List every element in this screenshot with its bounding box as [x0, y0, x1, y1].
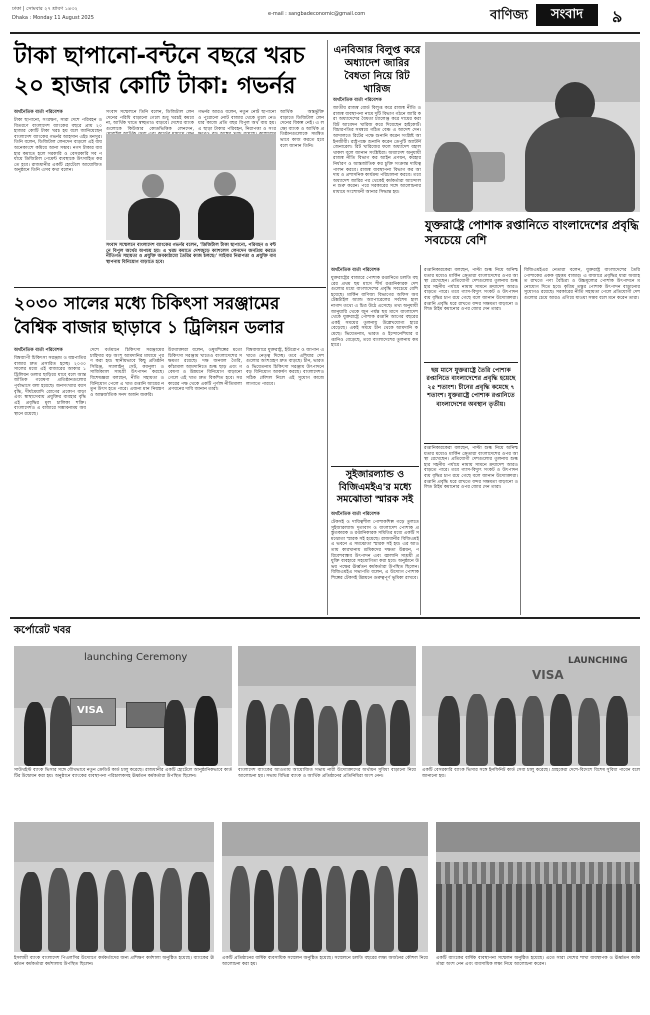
garment-headline: যুক্তরাষ্ট্রে পোশাক রপ্তানিতে বাংলাদেশের প্রবৃদ্ধি সবচেয়ে বেশি [425, 218, 639, 247]
banner-text: LAUNCHING [568, 656, 628, 666]
photo-person-head [214, 172, 236, 196]
photo-person [246, 700, 266, 766]
corporate-photo-6 [436, 822, 640, 952]
corporate-section-title: কর্পোরেট খবর [14, 625, 71, 636]
photo-person [302, 868, 322, 952]
corporate-photo-5 [222, 822, 428, 952]
garment-photo [425, 42, 640, 212]
lead-photo-caption: সংবাদ সম্মেলনে বাংলাদেশ ব্যাংকের গভর্নর বলেন, 'ডিজিটাল টাকা ছাপানো, পরিবহন ও বন্টনে বিপুল অর্থের অপচয় হয়। এ খরচ কমাতে দেশজুড়ে ক্যাশলেস লেনদেন জনপ্রিয় করতে নীতিগত সহায়তা ও প্রযুক্তি অবকাঠামো তৈরির কাজ চলছে।' সাইবার নিরাপত্তা ও প্রযুক্তি ব্যবস্থাপনায় বিনিয়োগ বাড়াতে হবে। [106, 243, 276, 265]
audience [436, 882, 640, 952]
date-bn: ঢাকা | সোমবার ২৭ শ্রাবণ ১৪৩২ [12, 6, 78, 12]
photo-person [466, 694, 488, 766]
corporate-rule [10, 617, 640, 619]
corporate-caption-4: ইসলামী ব্যাংক বাংলাদেশ পিএলসির উদ্যোগে কর্মকর্তাদের জন্য প্রশিক্ষণ কর্মশালা অনুষ্ঠিত হয়েছে। ব্যাংকের ঊর্ধ্বতন কর্মকর্তারা কর্মশালায় উপস্থিত ছিলেন। [14, 956, 214, 967]
photo-person [24, 702, 46, 766]
page-number: ৯ [612, 7, 623, 26]
garment-photo-backdrop [425, 42, 640, 102]
photo-person [164, 700, 186, 766]
garment-byline: অর্থনৈতিক বার্তা পরিবেশক [331, 268, 380, 273]
photo-person [606, 696, 628, 766]
photo-person [342, 700, 362, 766]
section-rule [331, 466, 419, 467]
photo-person [48, 868, 70, 952]
photo-person [198, 196, 254, 240]
masthead [0, 0, 650, 33]
photo-person [50, 696, 72, 766]
photo-person [318, 706, 338, 766]
corporate-photo-2 [238, 646, 416, 766]
card-brand: VISA [77, 705, 104, 716]
garment-callout-text: ছয় মাসে যুক্তরাষ্ট্রে তৈরি পোশাক রপ্তানিতে বাংলাদেশের প্রবৃদ্ধি হয়েছে ২৫ শতাংশ। চীনের প্রবৃদ্ধি কমেছে ৭ শতাংশ। যুক্তরাষ্ট্রে পোশাক রপ্তানিতে বাংলাদেশের অবস্থান তৃতীয়। [426, 367, 516, 408]
lead-headline-1: টাকা ছাপানো-বন্টনে বছরে খরচ [14, 43, 305, 69]
corporate-caption-5: একটি প্রতিষ্ঠানের বার্ষিক ব্যবসায়িক সম্মেলন অনুষ্ঠিত হয়েছে। সম্মেলনে চলতি বছরের লক্ষ্য অর্জনের কৌশল নিয়ে আলোচনা করা হয়। [222, 956, 428, 967]
photo-person [188, 872, 210, 952]
worker [433, 142, 473, 212]
card-prop [126, 702, 166, 728]
photo-person [398, 868, 418, 952]
logo-left: বাণিজ্য [490, 8, 528, 23]
health-headline-1: ২০৩০ সালের মধ্যে চিকিৎসা সরঞ্জামের [14, 294, 280, 314]
garment-body-col2: রপ্তানিকারকেরা বলছেন, পাল্টা শুল্ক নিয়ে অনিশ্চয়তার মধ্যেও মার্কিন ক্রেতারা বাংলাদেশের ওপর আস্থা রেখেছেন। প্রতিযোগী দেশগুলোর তুলনায় শুল্কহার সহনীয় পর্যায়ে নামায় সামনে ক্রয়াদেশ আরও বাড়তে পারে। তবে গ্যাস-বিদ্যুৎ সংকট ও উৎপাদন ব্যয় বৃদ্ধির চাপ রয়ে গেছে বলে জানান উদ্যোক্তারা। রপ্তানি প্রবৃদ্ধি ধরে রাখতে বন্দর সক্ষমতা বাড়ানো ও লিড টাইম কমানোর ওপর জোর দেন তারা। [424, 268, 518, 313]
section-rule [14, 287, 326, 288]
corporate-photo-1 [14, 646, 232, 766]
health-body-col1: বিশ্বব্যাপী চিকিৎসা সরঞ্জাম ও যন্ত্রপাতির বাজার দ্রুত প্রসারিত হচ্ছে। ২০৩০ সালের মধ্যে এই বাজারের আকার ১ ট্রিলিয়ন ডলার ছাড়িয়ে যাবে বলে আন্তর্জাতিক গবেষণা প্রতিষ্ঠানগুলোর পূর্বাভাসে বলা হয়েছে। জনসংখ্যার বয়স বৃদ্ধি, দীর্ঘমেয়াদি রোগের প্রকোপ বাড়া এবং স্বাস্থ্যসেবায় প্রযুক্তির ব্যবহার বৃদ্ধি এই প্রবৃদ্ধির মূল চালিকা শক্তি। বাংলাদেশও এ বাজারে সম্ভাবনাময় অবস্থানে রয়েছে। [14, 356, 86, 417]
photo-person [438, 696, 460, 766]
nbr-body: জাতীয় রাজস্ব বোর্ড বিলুপ্ত করে রাজস্ব নীতি ও রাজস্ব ব্যবস্থাপনা নামে দুটি বিভাগ গঠনে জারি করা অধ্যাদেশের বৈধতা চ্যালেঞ্জ করে দায়ের করা রিট আবেদন খারিজ করে দিয়েছেন হাইকোর্ট। বিচারপতির সমন্বয়ে গঠিত বেঞ্চ এ আদেশ দেন। আদালতে রিটের পক্ষে শুনানি করেন সংশ্লিষ্ট আইনজীবী। রাষ্ট্রপক্ষে শুনানি করেন ডেপুটি অ্যাটর্নি জেনারেল। রিট খারিজের ফলে অধ্যাদেশ বহাল থাকল বলে জানান সংশ্লিষ্টরা। অধ্যাদেশ অনুযায়ী রাজস্ব নীতি বিভাগ কর আইন প্রণয়ন, করহার নির্ধারণ ও আন্তর্জাতিক কর চুক্তি সংক্রান্ত দায়িত্ব পালন করবে। রাজস্ব ব্যবস্থাপনা বিভাগ কর আদায় ও প্রশাসনিক কার্যক্রম পরিচালনা করবে। তবে অধ্যাদেশ জারির পর থেকেই কর্মকর্তারা আন্দোলন শুরু করেন। পরে সরকারের সঙ্গে আলোচনার মাধ্যমে সংশোধনী আনার সিদ্ধান্ত হয়। [333, 106, 421, 195]
banner-backdrop [238, 646, 416, 686]
photo-person [350, 870, 370, 952]
swiss-byline: অর্থনৈতিক বার্তা পরিবেশক [331, 512, 380, 517]
photo-person [578, 698, 600, 766]
photo-person [194, 696, 218, 766]
photo-person [104, 870, 126, 952]
swiss-headline: সুইজারল্যান্ড ও বিজিএমইএ'র মধ্যে সমঝোতা স্মারক সই [336, 469, 414, 505]
banner-backdrop [222, 822, 428, 856]
nbr-headline: এনবিআর বিলুপ্ত করে অধ্যাদেশ জারির বৈধতা নিয়ে রিট খারিজ [333, 45, 421, 95]
corporate-caption-1: সাউথইস্ট ব্যাংক ভিসার সঙ্গে যৌথভাবে নতুন ক্রেডিট কার্ড চালু করেছে। রাজধানীর একটি হোটেলে আনুষ্ঠানিকভাবে কার্ডটির উদ্বোধন করা হয়। অনুষ্ঠানে ব্যাংকের ব্যবস্থাপনা পরিচালকসহ ঊর্ধ্বতন কর্মকর্তারা উপস্থিত ছিলেন। [14, 768, 232, 779]
photo-person [278, 866, 298, 952]
nbr-byline: অর্থনৈতিক বার্তা পরিবেশক [333, 98, 382, 103]
corporate-caption-3: একটি বেসরকারি ব্যাংক ভিসার সঙ্গে ইনফিনিট কার্ড সেবা চালু করেছে। গ্রাহকেরা দেশে-বিদেশে বিশেষ সুবিধা পাবেন বলে জানানো হয়। [422, 768, 640, 779]
garment-body-col1: যুক্তরাষ্ট্রের বাজারে পোশাক রপ্তানিতে চলতি বছরের প্রথম ছয় মাসে শীর্ষ রপ্তানিকারক দেশগুলোর মধ্যে বাংলাদেশের প্রবৃদ্ধি সবচেয়ে বেশি হয়েছে। মার্কিন বাণিজ্য বিভাগের অফিস অব টেক্সটাইল অ্যান্ড অ্যাপারেলের সর্বশেষ হালনাগাদ তথ্যে এ চিত্র উঠে এসেছে। তথ্য অনুযায়ী জানুয়ারি থেকে জুন পর্যন্ত ছয় মাসে বাংলাদেশ থেকে যুক্তরাষ্ট্রে পোশাক রপ্তানি আগের বছরের একই সময়ের তুলনায় উল্লেখযোগ্য হারে বেড়েছে। একই সময়ে চীন থেকে আমদানি কমেছে। ভিয়েতনাম, ভারত ও ইন্দোনেশিয়ার রপ্তানিও বেড়েছে, তবে বাংলাদেশের তুলনায় কম হারে। [331, 276, 418, 349]
column-rule [327, 40, 328, 615]
health-headline-2: বৈশ্বিক বাজার ছাড়াবে ১ ট্রিলিয়ন ডলার [14, 318, 284, 338]
banner-text: launching Ceremony [84, 652, 188, 663]
lead-photo-backdrop [106, 134, 276, 170]
photo-person-head [142, 174, 164, 198]
health-byline: অর্থনৈতিক বার্তা পরিবেশক [14, 348, 63, 353]
photo-person [294, 698, 314, 766]
garment-body-col2b: রপ্তানিকারকেরা বলছেন, পাল্টা শুল্ক নিয়ে অনিশ্চয়তার মধ্যেও মার্কিন ক্রেতারা বাংলাদেশের ওপর আস্থা রেখেছেন। প্রতিযোগী দেশগুলোর তুলনায় শুল্কহার সহনীয় পর্যায়ে নামায় সামনে ক্রয়াদেশ আরও বাড়তে পারে। তবে গ্যাস-বিদ্যুৎ সংকট ও উৎপাদন ব্যয় বৃদ্ধির চাপ রয়ে গেছে বলে জানান উদ্যোক্তারা। রপ্তানি প্রবৃদ্ধি ধরে রাখতে বন্দর সক্ষমতা বাড়ানো ও লিড টাইম কমানোর ওপর জোর দেন তারা। [424, 446, 518, 491]
photo-person [270, 704, 290, 766]
date-en: Dhaka : Monday 11 August 2025 [12, 15, 94, 21]
lead-headline-2: ২০ হাজার কোটি টাকা: গভর্নর [14, 73, 296, 99]
health-body-col4: বিশ্ববাজারে যুক্তরাষ্ট্র, ইউরোপ ও জাপান এ খাতে নেতৃত্ব দিচ্ছে। তবে এশিয়ার দেশগুলোর অংশগ্রহণ দ্রুত বাড়ছে। চীন, ভারত ও ভিয়েতনাম চিকিৎসা সরঞ্জাম উৎপাদনে বড় বিনিয়োগ আকর্ষণ করছে। বাংলাদেশও সঠিক কৌশল নিলে এই সুযোগ কাজে লাগাতে পারবে। [246, 348, 324, 387]
photo-person [522, 696, 544, 766]
photo-person [132, 872, 154, 952]
photo-person [160, 868, 182, 952]
banner-text: VISA [532, 668, 564, 682]
health-body-col2: দেশে বর্তমানে চিকিৎসা সরঞ্জামের চাহিদার বড় অংশ আমদানির মাধ্যমে পূরণ করা হয়। স্থানীয়ভাবে কিছু প্রতিষ্ঠান সিরিঞ্জ, স্যালাইন সেট, ক্যানুলা ও সার্জিক্যাল সামগ্রী উৎপাদন করছে। বিশেষজ্ঞরা বলছেন, নীতি সহায়তা ও বিনিয়োগ পেলে এ খাত রপ্তানি আয়ের নতুন উৎস হতে পারে। এজন্য মান নিয়ন্ত্রণ ও আন্তর্জাতিক সনদ অর্জন জরুরি। [90, 348, 164, 398]
garment-callout [424, 362, 518, 444]
masthead-rule [10, 32, 640, 34]
photo-person [326, 866, 346, 952]
card-prop [70, 698, 116, 726]
photo-person [390, 700, 410, 766]
corporate-caption-2: বাংলাদেশ ব্যাংকের আওতায় আয়োজিত সভায় নারী উদ্যোক্তাদের অর্থায়ন সুবিধা বাড়ানো নিয়ে আলোচনা হয়। সভায় বিভিন্ন ব্যাংক ও আর্থিক প্রতিষ্ঠানের প্রতিনিধিরা অংশ নেন। [238, 768, 416, 779]
lead-body-col4: আর্থিক অন্তর্ভুক্তি বাড়াতে ডিজিটাল লেনদেনের বিকল্প নেই। এ লক্ষ্যে ব্যাংক ও আর্থিক প্রতিষ্ঠানগুলোকে সমন্বিতভাবে কাজ করতে হবে বলে জানান তিনি। [280, 110, 324, 149]
corporate-photo-4 [14, 822, 214, 952]
swiss-body: টেকসই ও দায়িত্বশীল পোশাকশিল্প গড়ে তুলতে সুইজারল্যান্ড দূতাবাস ও বাংলাদেশ পোশাক প্রস্তুতকারক ও রপ্তানিকারক সমিতির মধ্যে একটি সমঝোতা স্মারক সই হয়েছে। রাজধানীর বিজিএমইএ ভবনে এ সমঝোতা স্মারক সই হয়। এর আওতায় কারখানায় শ্রমিকদের দক্ষতা উন্নয়ন, পরিবেশবান্ধব উৎপাদন এবং জ্বালানি সাশ্রয়ী প্রযুক্তি ব্যবহারে সহযোগিতা করা হবে। অনুষ্ঠানে উভয় পক্ষের ঊর্ধ্বতন কর্মকর্তারা উপস্থিত ছিলেন। বিজিএমইএ সভাপতি বলেন, এ উদ্যোগ পোশাকশিল্পের টেকসই উন্নয়নে গুরুত্বপূর্ণ ভূমিকা রাখবে। [331, 520, 419, 581]
hall-ceiling [436, 822, 640, 852]
lead-photo [106, 134, 276, 240]
column-rule [520, 265, 521, 615]
worker [525, 117, 635, 212]
photo-person [230, 866, 250, 952]
photo-person [76, 872, 98, 952]
masthead-logo [490, 4, 600, 28]
photo-person [254, 870, 274, 952]
health-body-col3: উদ্যোক্তারা বলেন, ওষুধশিল্পের মতো চিকিৎসা সরঞ্জাম খাতেও বাংলাদেশের সক্ষমতা রয়েছে। দক্ষ জনবল তৈরি, কাঁচামাল আমদানিতে শুল্ক ছাড় এবং গবেষণা ও উন্নয়নে বিনিয়োগ বাড়ানো গেলে এই খাত দ্রুত বিকশিত হবে। সরকারের পক্ষ থেকে একটি পূর্ণাঙ্গ নীতিমালা প্রণয়নের দাবি জানান তারা। [168, 348, 242, 393]
audience [436, 862, 640, 884]
photo-person [128, 198, 180, 240]
photo-person [494, 698, 516, 766]
photo-person [374, 866, 394, 952]
corporate-caption-6: একটি ব্যাংকের বার্ষিক ব্যবস্থাপনা সম্মেলন অনুষ্ঠিত হয়েছে। এতে সারা দেশের শাখা ব্যবস্থাপক ও ঊর্ধ্বতন কর্মকর্তারা অংশ নেন এবং ব্যবসায়িক লক্ষ্য নিয়ে আলোচনা করেন। [436, 956, 640, 967]
lead-body-col3: গভর্নর আরও বলেন, নতুন নোট ছাপানো ও পুরোনো নোট বাজার থেকে তুলে নেওয়ার কাজে প্রতি বছর বিপুল অর্থ ব্যয় হয়। এ ছাড়া টাকার পরিবহন, নিরাপত্তা ও সংর [198, 110, 276, 132]
lead-byline: অর্থনৈতিক বার্তা পরিবেশক [14, 110, 63, 115]
masthead-email: e-mail : sangbadeconomic@gmail.com [268, 11, 366, 17]
photo-person [366, 704, 386, 766]
corporate-photo-3 [422, 646, 640, 766]
photo-person [550, 694, 572, 766]
lead-body-col1: টাকা ছাপানো, সংরক্ষণ, সারা দেশে পরিবহন ও বিতরণে বাংলাদেশ ব্যাংকের বছরে প্রায় ২০ হাজার কোটি টাকা খরচ হয় বলে জানিয়েছেন বাংলাদেশ ব্যাংকের গভর্নর আহসান এইচ মনসুর। তিনি বলেন, ডিজিটাল লেনদেন বাড়লে এই ব্যয় অনেকাংশে কমিয়ে আনা সম্ভব। নগদ টাকার ব্যবহার কমাতে হলে সরকারি ও বেসরকারি সব পর্যায়ে ডিজিটাল পেমেন্ট ব্যবস্থাকে উৎসাহিত করতে হবে। রাজধানীর একটি হোটেলে আয়োজিত অনুষ্ঠানে তিনি এসব কথা বলেন। [14, 118, 102, 174]
logo-right: সংবাদ [536, 4, 598, 26]
photo-person [20, 872, 42, 952]
garment-body-col3: বিজিএমইএর নেতারা বলেন, যুক্তরাষ্ট্র বাংলাদেশের তৈরি পোশাকের একক বৃহত্তম বাজার। এ বাজারে প্রবৃদ্ধির ধারা অব্যাহত রাখতে পণ্য বৈচিত্র্য ও উচ্চমূল্যের পোশাক উৎপাদনে মনোযোগ দিতে হবে। কৃত্রিম তন্তুর পোশাক উৎপাদন বাড়ানোর সুযোগও রয়েছে। সরকারের নীতি সহায়তা পেলে প্রতিযোগী দেশগুলোর চেয়ে আরও এগিয়ে যাওয়া সম্ভব বলে মনে করেন তারা। [524, 268, 640, 301]
lead-body-col2: সংবাদ সম্মেলনে তিনি বলেন, ডিজিটাল লেনদেনের পরিধি বাড়ানো গেলে শুধু খরচই কমবে না, আর্থিক খাতে স্বচ্ছতাও বাড়বে। দেশের ব্যাংকগুলোকে কিউআর কোডভিত্তিক লেনদেন, [106, 110, 194, 132]
banner-backdrop [14, 822, 214, 862]
column-rule [420, 265, 421, 615]
